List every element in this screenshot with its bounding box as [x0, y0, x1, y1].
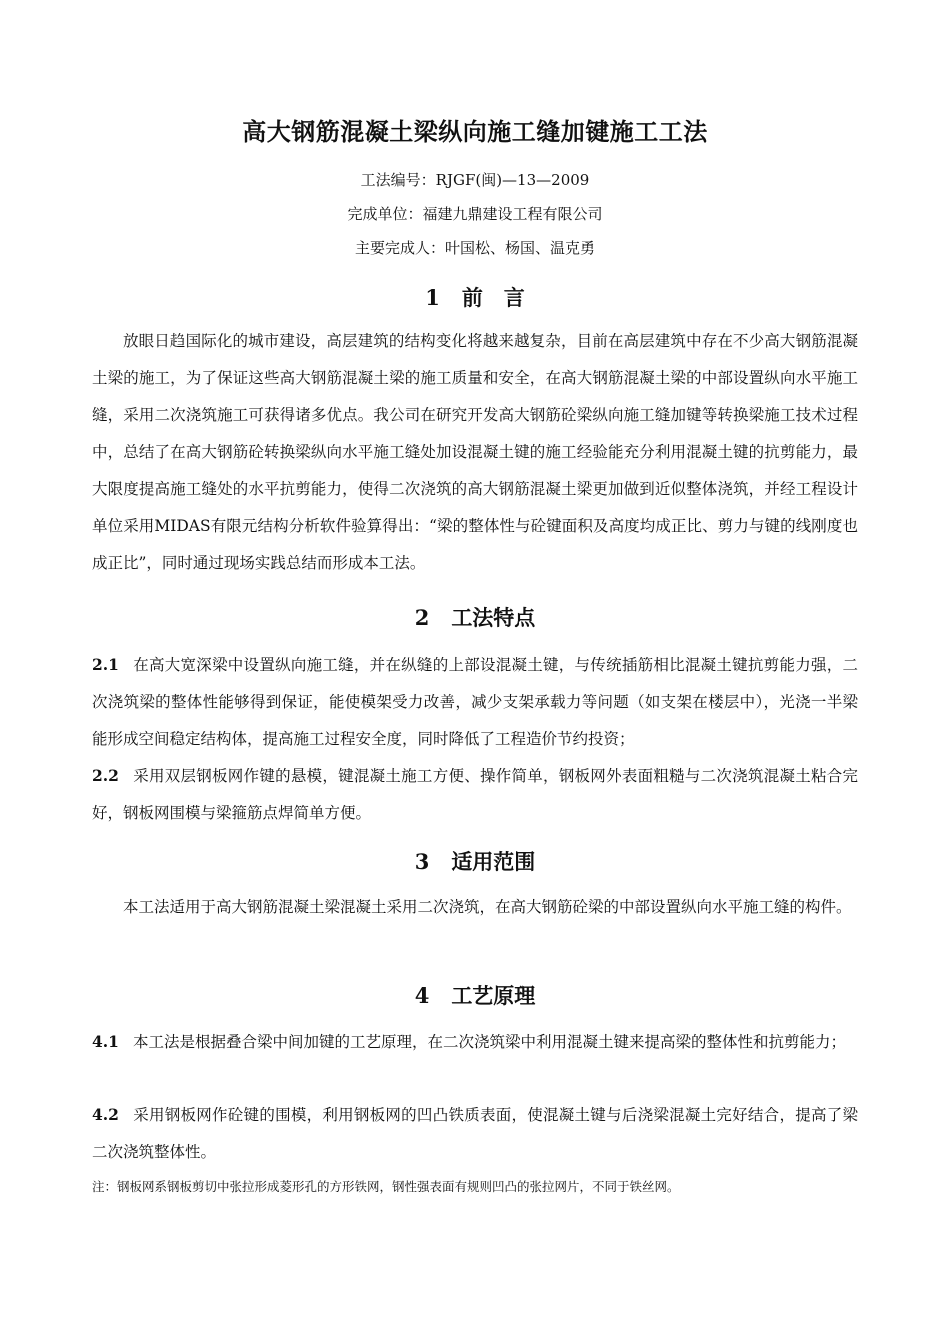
section-heading-1 — [0, 282, 950, 312]
item-number: 4.2 — [92, 1105, 119, 1124]
list-item-4-1 — [92, 1023, 858, 1061]
section-title: 前 言 — [461, 285, 525, 310]
item-number: 2.1 — [92, 655, 119, 674]
item-text: 本工法是根据叠合梁中间加键的工艺原理，在二次浇筑梁中利用混凝土键来提高梁的整体性和抗剪能力； — [132, 1033, 846, 1051]
section-1-paragraph: 放眼日趋国际化的城市建设，高层建筑的结构变化将越来越复杂，目前在高层建筑中存在不少高大钢筋混凝土梁的施工，为了保证这些高大钢筋混凝土梁的施工质量和安全，在高大钢筋混凝土梁的中部设置纵向水平施工缝，采用二次浇筑施工可获得诸多优点。我公司在研究开发高大钢筋砼梁纵向施工缝加键等转换梁施工技术过程中，总结了在高大钢筋砼转换梁纵向水平施工缝处加设混凝土键的施工经验能充分利用混凝土键的抗剪能力，最大限度提高施工缝处的水平抗剪能力，使得二次浇筑的高大钢筋混凝土梁更加做到近似整体浇筑，并经工程设计单位采用MIDAS有限元结构分析软件验算得出：“梁的整体性与砼键面积及高度均成正比、剪力与键的线刚度也成正比”，同时通过现场实践总结而形成本工法。 — [92, 332, 858, 572]
section-number: 4 — [414, 983, 430, 1008]
footnote: 注：钢板网系钢板剪切中张拉形成菱形孔的方形铁网，钢性强表面有规则凹凸的张拉网片，不同于铁丝网。 — [92, 1179, 680, 1194]
section-number: 1 — [425, 285, 440, 310]
section-heading-2 — [0, 602, 950, 632]
list-item-4-2 — [92, 1096, 858, 1171]
section-title: 适用范围 — [451, 849, 536, 874]
item-number: 2.2 — [92, 766, 119, 785]
section-number: 3 — [414, 849, 430, 874]
completion-unit: 完成单位：福建九鼎建设工程有限公司 — [347, 205, 603, 223]
section-title: 工法特点 — [451, 605, 536, 630]
item-text: 在高大宽深梁中设置纵向施工缝，并在纵缝的上部设混凝土键，与传统插筋相比混凝土键抗剪能力强，二次浇筑梁的整体性能够得到保证，能使模架受力改善，减少支架承载力等问题（如支架在楼层中），光浇一半梁能形成空间稳定结构体，提高施工过程安全度，同时降低了工程造价节约投资； — [92, 656, 858, 748]
item-text: 采用双层钢板网作键的悬模，键混凝土施工方便、操作简单，钢板网外表面粗糙与二次浇筑混凝土粘合完好，钢板网围模与梁箍筋点焊简单方便。 — [92, 767, 858, 822]
main-authors: 主要完成人：叶国松、杨国、温克勇 — [354, 239, 595, 257]
list-item-2-2 — [92, 757, 858, 832]
method-code: 工法编号：RJGF(闽)—13—2009 — [360, 171, 590, 189]
section-number: 2 — [414, 605, 430, 630]
document-title: 高大钢筋混凝土梁纵向施工缝加键施工工法 — [242, 117, 708, 146]
section-heading-3 — [0, 846, 950, 876]
section-title: 工艺原理 — [451, 983, 536, 1008]
item-text: 采用钢板网作砼键的围模，利用钢板网的凹凸铁质表面，使混凝土键与后浇梁混凝土完好结合，提高了梁二次浇筑整体性。 — [92, 1106, 858, 1161]
section-heading-4 — [0, 980, 950, 1010]
section-3-paragraph: 本工法适用于高大钢筋混凝土梁混凝土采用二次浇筑，在高大钢筋砼梁的中部设置纵向水平施工缝的构件。 — [123, 898, 852, 916]
item-number: 4.1 — [92, 1032, 119, 1051]
list-item-2-1 — [92, 646, 858, 758]
